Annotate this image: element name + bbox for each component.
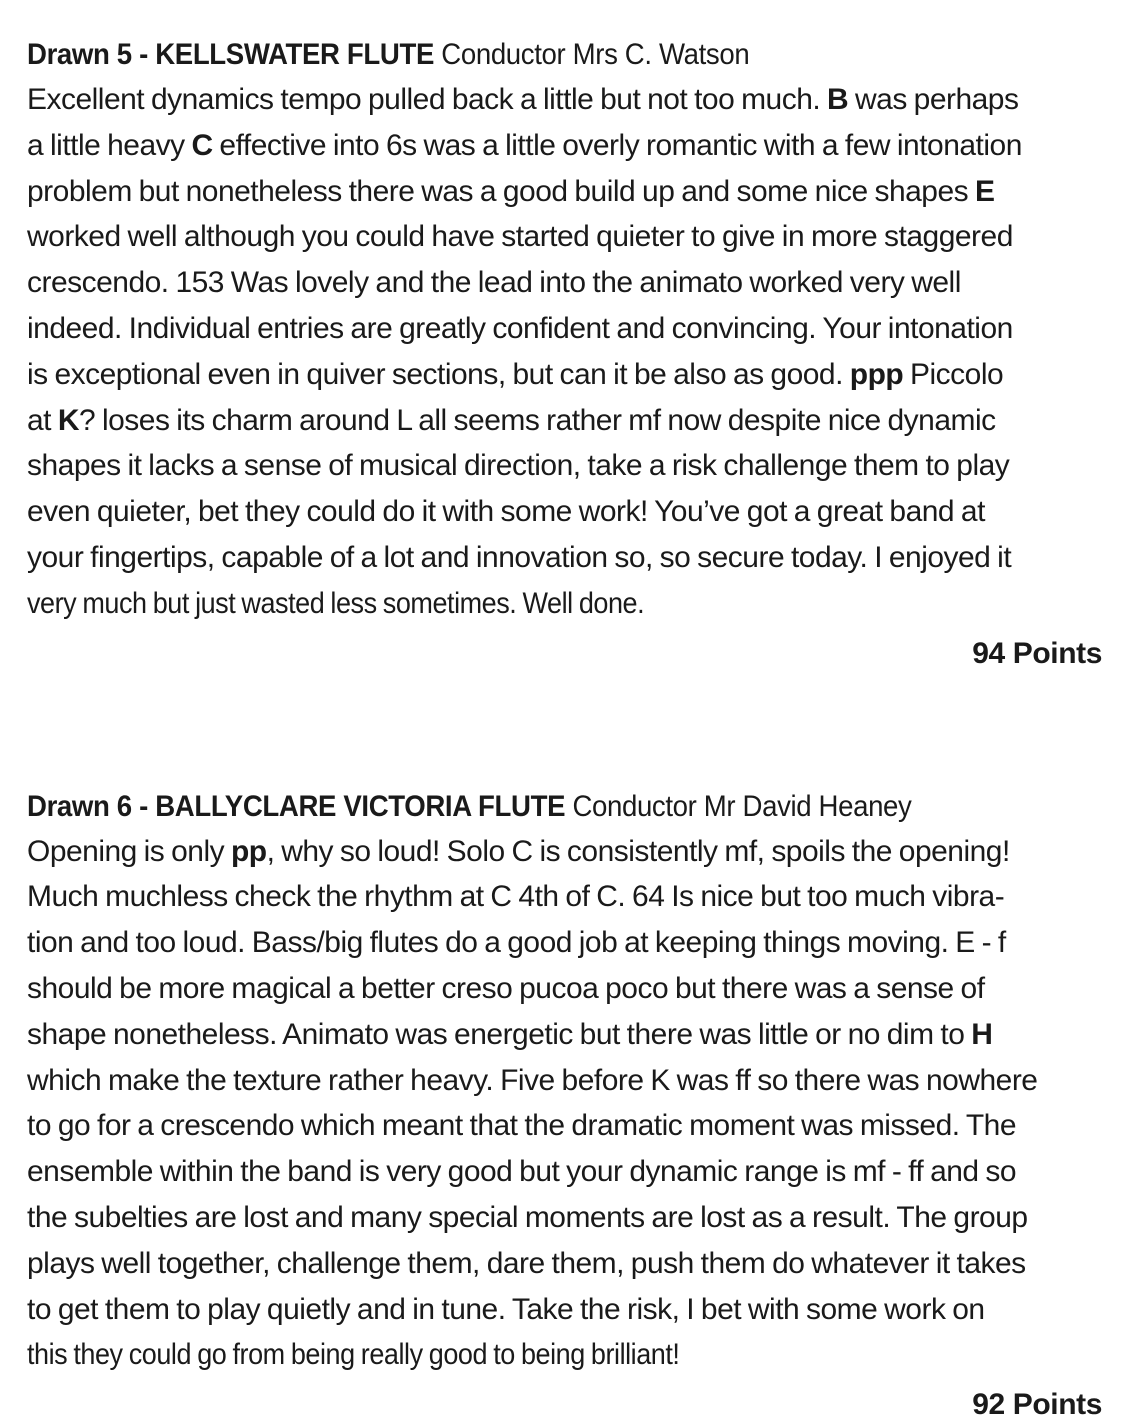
comment-line	[27, 352, 1101, 398]
comment-line	[27, 966, 1101, 1012]
comment-line	[27, 920, 1101, 966]
entry-points: 92 Points	[972, 1388, 1102, 1422]
comment-text: which make the texture rather heavy. Five before K was ff so there was nowhere	[27, 1063, 1038, 1097]
comment-line	[27, 260, 1101, 306]
comment-emphasis: C	[191, 128, 213, 162]
comment-text: indeed. Individual entries are greatly confident and convincing. Your intonation	[27, 311, 1013, 345]
comment-line	[27, 169, 1101, 215]
comment-line	[27, 123, 1101, 169]
comment-line	[27, 874, 1101, 920]
comment-text: effective into 6s was a little overly romantic with a few intonation	[212, 128, 1022, 162]
entry-heading	[27, 784, 1016, 829]
entry-comments	[27, 829, 1102, 1379]
entry-comments	[27, 77, 1102, 627]
comment-text: was perhaps	[848, 83, 1019, 116]
comment-text: Excellent dynamics tempo pulled back a little but not too much.	[27, 83, 828, 116]
entry-draw-title: Drawn 6 - BALLYCLARE VICTORIA FLUTE	[27, 789, 566, 823]
comment-line	[27, 1058, 1101, 1104]
comment-line	[27, 535, 1101, 581]
comment-line	[27, 443, 1101, 489]
comment-text: tion and too loud. Bass/big flutes do a good job at keeping things moving. E - f	[27, 926, 1006, 960]
comment-text: Much muchless check the rhythm at C 4th of C. 64 Is nice but too much vibra-	[27, 880, 1005, 914]
comment-text: crescendo. 153 Was lovely and the lead into the animato worked very well	[27, 266, 961, 300]
entry-drawn-5	[27, 32, 1102, 676]
comment-emphasis: H	[971, 1017, 993, 1051]
comment-text: your fingertips, capable of a lot and innovation so, so secure today. I enjoyed it	[27, 540, 1012, 574]
comment-line	[27, 1012, 1101, 1058]
comment-text: shape nonetheless. Animato was energetic but there was little or no dim to	[27, 1017, 972, 1051]
comment-text: plays well together, challenge them, dare them, push them do whatever it takes	[27, 1246, 1026, 1280]
comment-line	[27, 77, 1101, 123]
comment-line	[27, 1149, 1101, 1195]
comment-emphasis: E	[974, 174, 995, 208]
comment-text: even quieter, bet they could do it with some work! You’ve got a great band at	[27, 495, 985, 529]
entry-conductor: Conductor Mrs C. Watson	[441, 38, 750, 71]
entry-drawn-6	[27, 784, 1102, 1427]
adjudication-page	[27, 32, 1102, 1427]
comment-text: very much but just wasted less sometimes. Well done.	[27, 586, 645, 620]
comment-line	[27, 1241, 1101, 1287]
comment-line	[27, 398, 1101, 444]
comment-text: problem but nonetheless there was a good build up and some nice shapes	[27, 174, 975, 208]
entry-draw-title: Drawn 5 - KELLSWATER FLUTE	[27, 38, 434, 71]
comment-text: worked well although you could have started quieter to give in more staggered	[27, 220, 1013, 254]
comment-line	[27, 489, 1101, 535]
comment-text: at	[27, 403, 58, 437]
comment-text: Piccolo	[903, 357, 1004, 391]
comment-emphasis: pp	[230, 834, 267, 868]
comment-text: the subelties are lost and many special moments are lost as a result. The group	[27, 1200, 1028, 1234]
comment-line	[27, 1103, 1101, 1149]
comment-text: to go for a crescendo which meant that the dramatic moment was missed. The	[27, 1109, 1017, 1143]
comment-text: to get them to play quietly and in tune. Take the risk, I bet with some work on	[27, 1292, 985, 1326]
comment-line	[27, 214, 1101, 260]
comment-text: this they could go from being really good to being brilliant!	[27, 1338, 680, 1372]
entry-conductor: Conductor Mr David Heaney	[572, 789, 912, 823]
comment-line	[27, 306, 1101, 352]
comment-text: , why so loud! Solo C is consistently mf, spoils the opening!	[266, 834, 1010, 868]
comment-text: Opening is only	[27, 834, 231, 868]
comment-line	[27, 581, 995, 627]
comment-text: ensemble within the band is very good but your dynamic range is mf - ff and so	[27, 1155, 1017, 1189]
comment-text: is exceptional even in quiver sections, but can it be also as good.	[27, 357, 850, 391]
comment-line	[27, 1195, 1101, 1241]
comment-line	[27, 1332, 995, 1378]
comment-text: should be more magical a better creso pucoa poco but there was a sense of	[27, 971, 985, 1005]
entry-heading	[27, 32, 1016, 77]
entry-points: 94 Points	[972, 636, 1102, 670]
comment-emphasis: K	[57, 403, 79, 437]
comment-text: shapes it lacks a sense of musical direction, take a risk challenge them to play	[27, 449, 1010, 483]
comment-text: ? loses its charm around L all seems rather mf now despite nice dynamic	[78, 403, 996, 437]
comment-emphasis: B	[827, 83, 849, 116]
comment-text: a little heavy	[27, 128, 192, 162]
comment-line	[27, 829, 1101, 875]
comment-emphasis: ppp	[849, 357, 904, 391]
comment-line	[27, 1287, 1101, 1333]
